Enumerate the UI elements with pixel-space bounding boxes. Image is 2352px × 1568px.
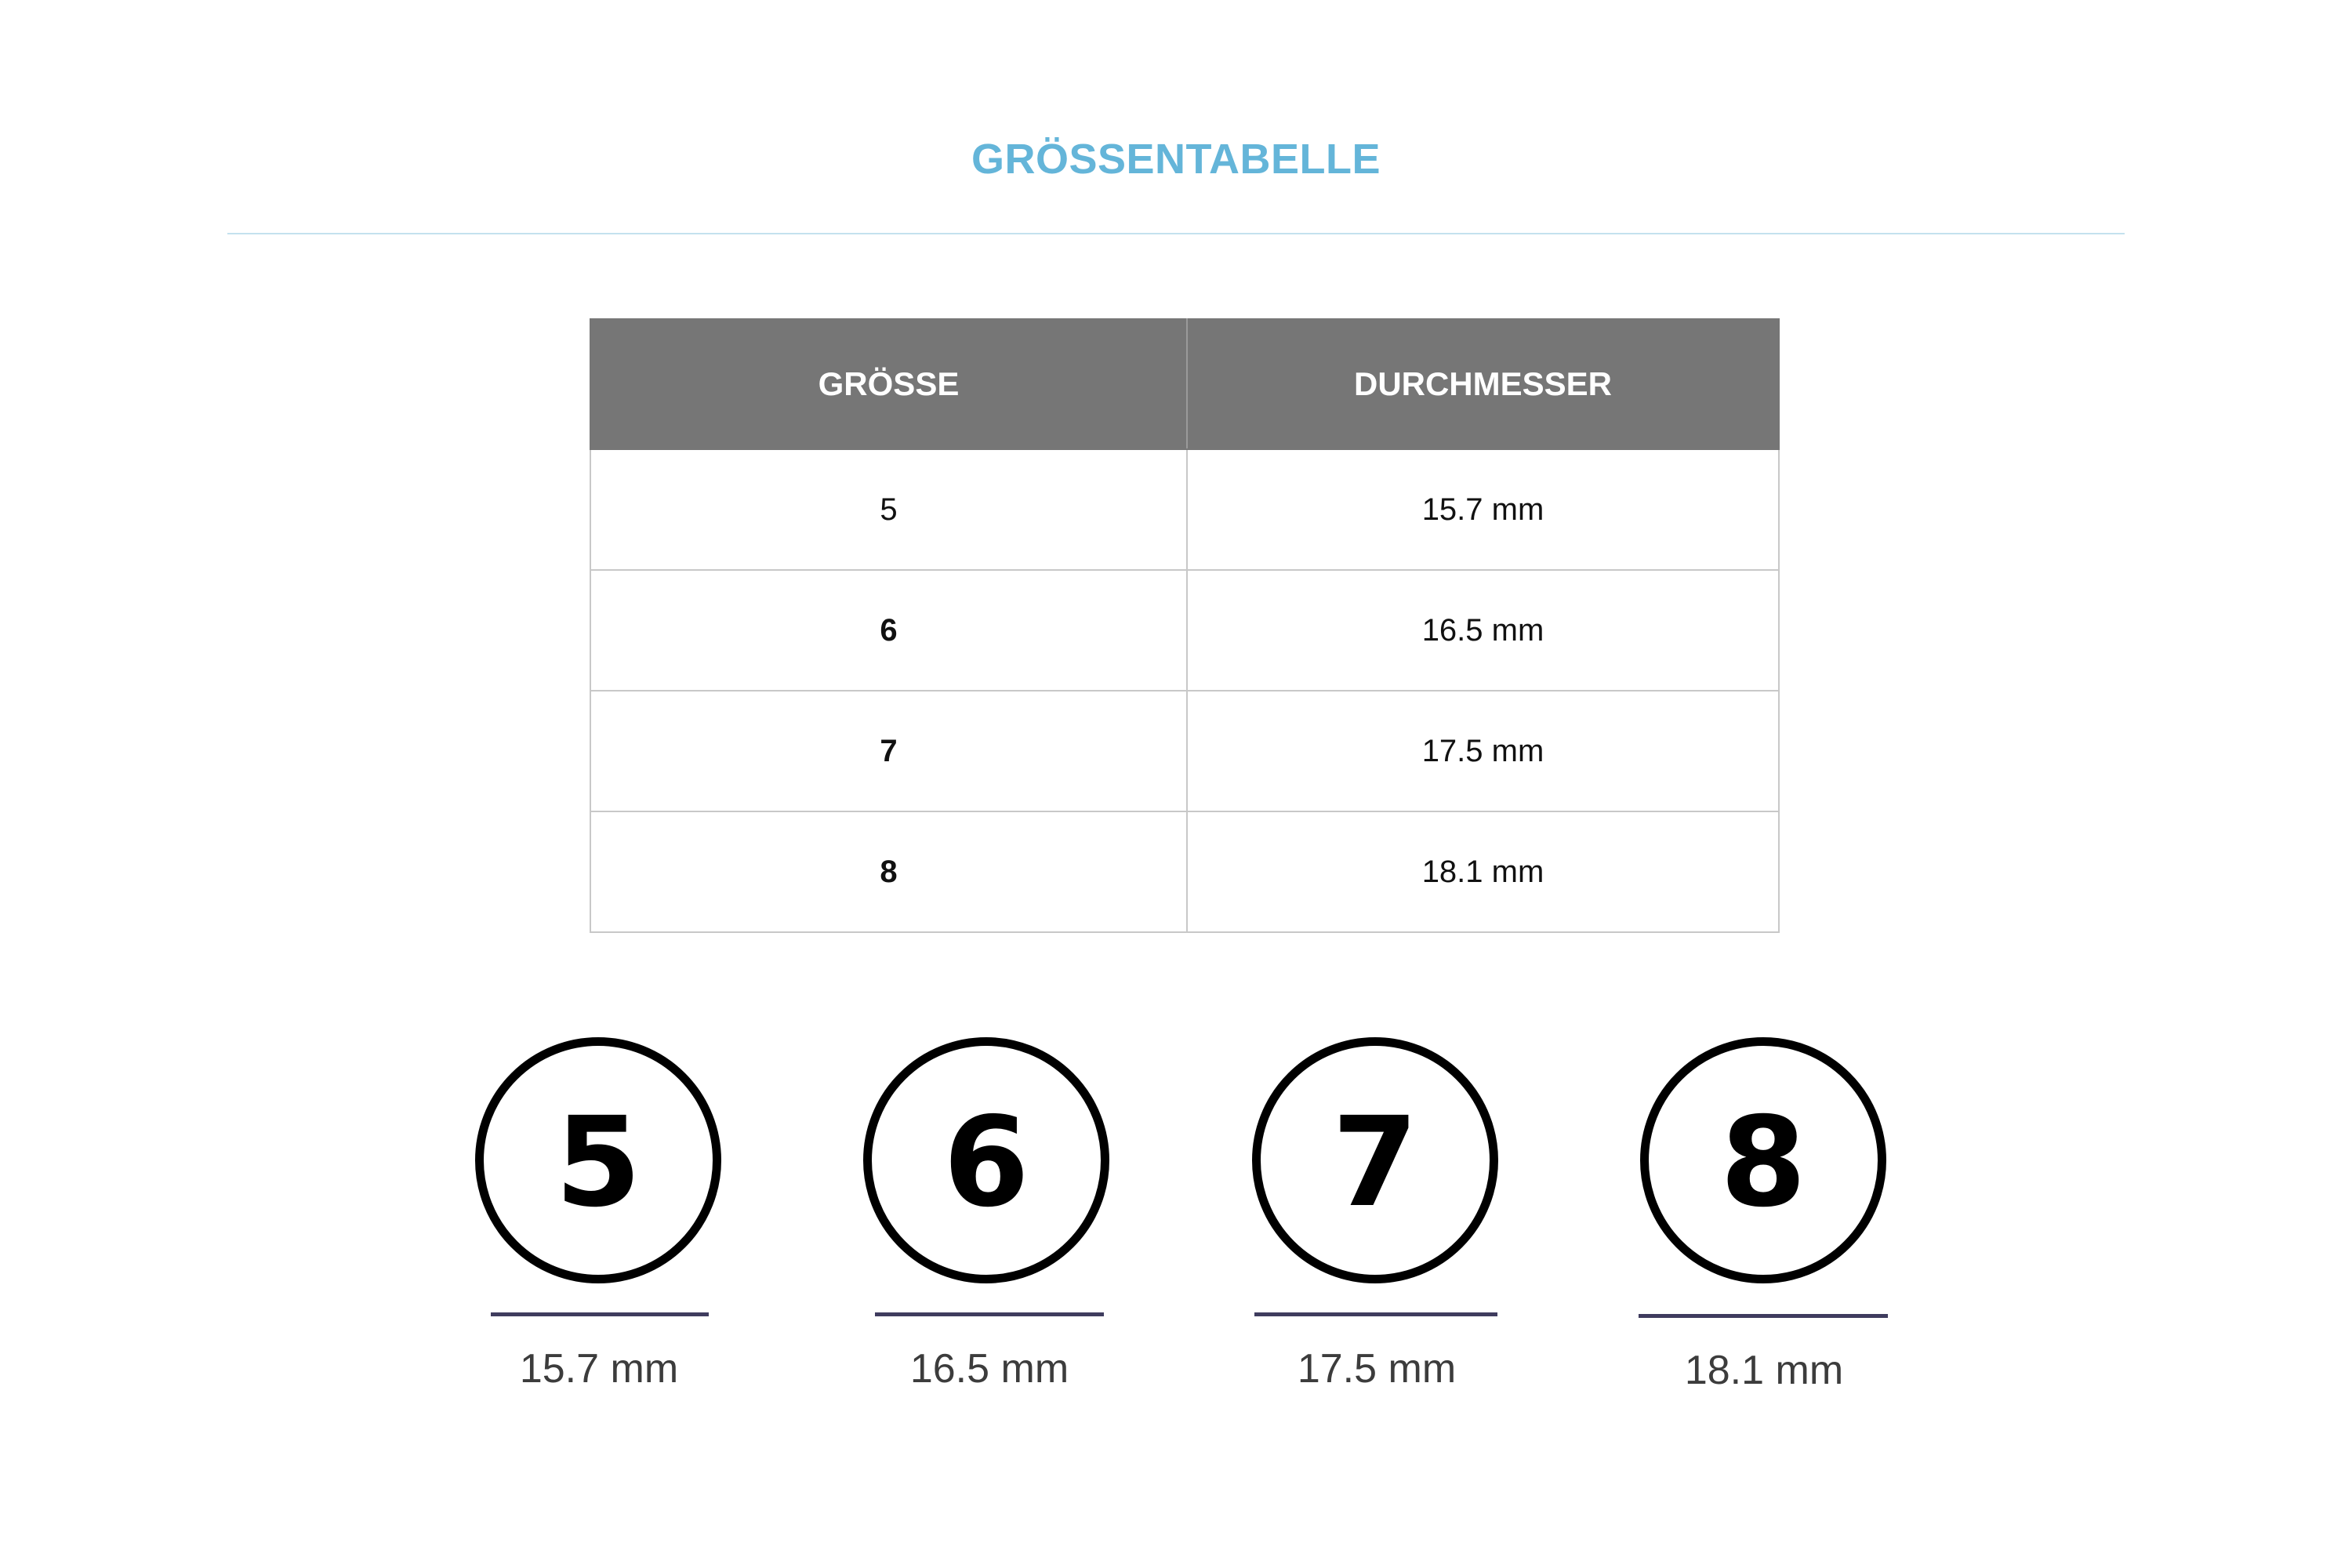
table-row: [590, 811, 1779, 932]
ring-underline: [875, 1312, 1104, 1316]
size-cell: 5: [590, 449, 1187, 570]
ring-underline: [1254, 1312, 1497, 1316]
ring-7: [1252, 1037, 1498, 1283]
diameter-cell: 18.1 mm: [1187, 811, 1779, 932]
ring-5: [475, 1037, 721, 1283]
ring-number: 8: [1720, 1091, 1806, 1235]
diameter-cell: 15.7 mm: [1187, 449, 1779, 570]
ring-6: [863, 1037, 1109, 1283]
ring-number: 6: [943, 1091, 1029, 1235]
ring-underline: [1639, 1314, 1888, 1318]
diameter-cell: 17.5 mm: [1187, 691, 1779, 811]
ring-diameter-label: 18.1 mm: [1684, 1348, 1844, 1393]
table-header-row: [590, 319, 1779, 449]
ring-diameter-label: 17.5 mm: [1297, 1346, 1457, 1392]
size-cell: 6: [590, 570, 1187, 691]
ring-diameter-label: 16.5 mm: [909, 1346, 1069, 1392]
title-divider: [227, 233, 2125, 234]
table-row: [590, 449, 1779, 570]
ring-underline: [491, 1312, 709, 1316]
ring-number: 7: [1332, 1091, 1418, 1235]
ring-number: 5: [555, 1091, 641, 1235]
size-table: [590, 318, 1780, 933]
header-size: GRÖSSE: [590, 319, 1187, 449]
diameter-cell: 16.5 mm: [1187, 570, 1779, 691]
size-cell: 7: [590, 691, 1187, 811]
table-row: [590, 691, 1779, 811]
table-row: [590, 570, 1779, 691]
header-diameter: DURCHMESSER: [1187, 319, 1779, 449]
ring-diameter-label: 15.7 mm: [519, 1346, 679, 1392]
page-title: GRÖSSENTABELLE: [971, 136, 1381, 183]
ring-8: [1640, 1037, 1886, 1283]
size-cell: 8: [590, 811, 1187, 932]
